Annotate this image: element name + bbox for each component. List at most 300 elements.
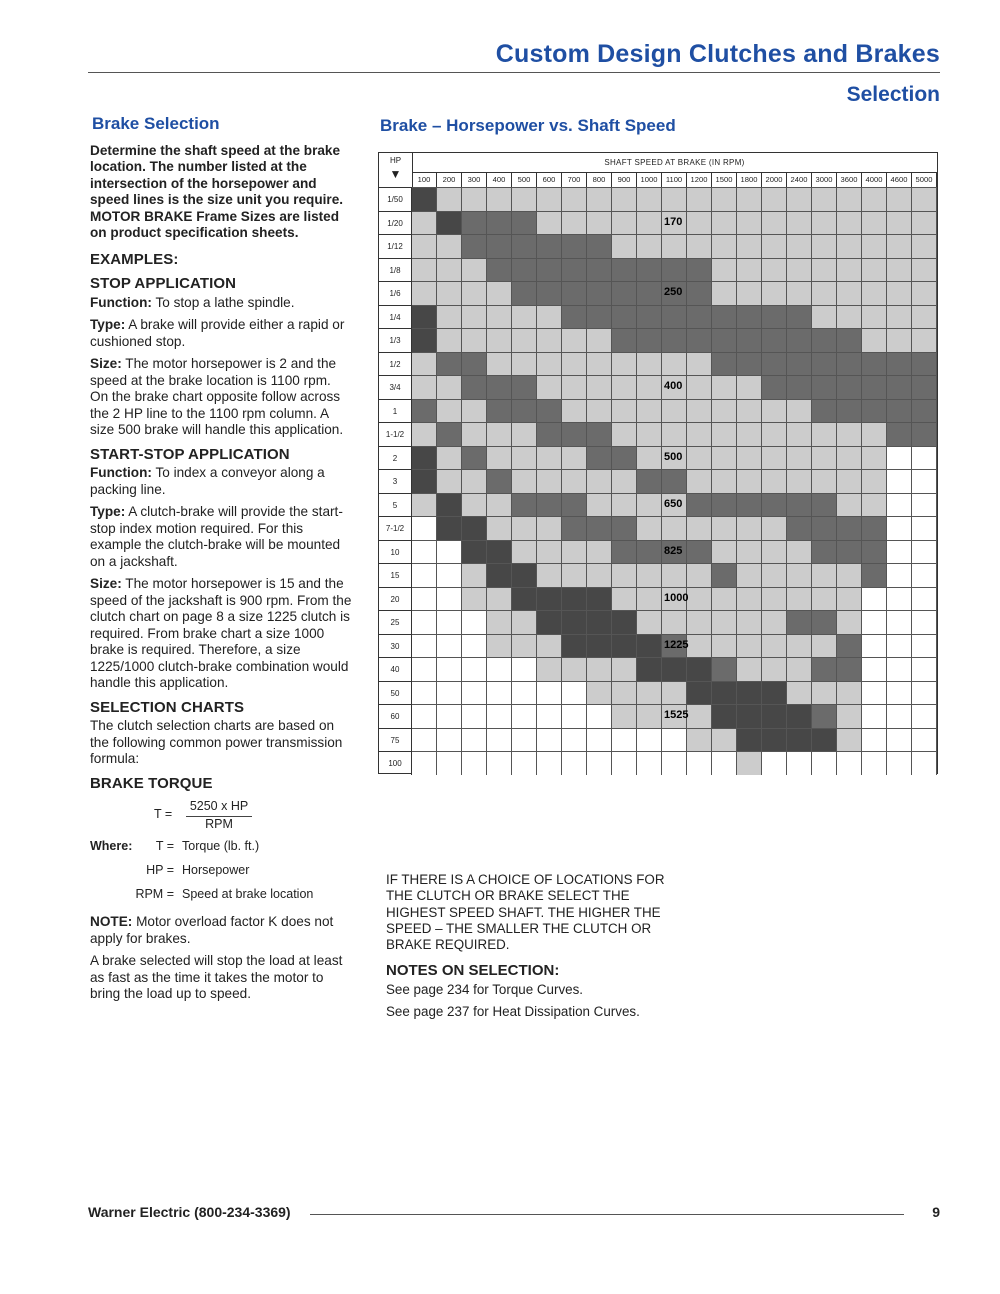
grid-cell [537, 258, 562, 282]
grid-cell [862, 446, 887, 470]
grid-cell [737, 375, 762, 399]
grid-cell [562, 610, 587, 634]
grid-cell [437, 634, 462, 658]
grid-cell [587, 375, 612, 399]
grid-cell [812, 610, 837, 634]
size-label: 825 [664, 544, 683, 557]
stop-size: Size: The motor horsepower is 2 and the speed at the brake location is 1100 rpm. On the brake chart opposite follow across the 2 HP line to the 1100 rpm column. A size 500 brake will handle this application. [90, 356, 344, 437]
grid-cell [487, 704, 512, 728]
grid-cell [687, 446, 712, 470]
grid-cell [712, 446, 737, 470]
grid-cell [762, 258, 787, 282]
grid-cell [887, 657, 912, 681]
stop-application-heading: STOP APPLICATION [90, 275, 237, 292]
grid-cell [837, 704, 862, 728]
grid-cell [862, 587, 887, 611]
grid-cell [437, 234, 462, 258]
size-label: 250 [664, 286, 683, 298]
row-header-hp: 50 [379, 681, 412, 705]
startstop-size: Size: The motor horsepower is 15 and the speed of the jackshaft is 900 rpm. From the clutch chart on page 8 a size 1225 clutch is required. From brake chart a size 1000 brake is required. Therefore, a size 1225/1000 clutch-brake combination would handle this application. [90, 576, 352, 690]
grid-cell [412, 258, 437, 282]
grid-cell [562, 328, 587, 352]
grid-cell [587, 493, 612, 517]
grid-cell [562, 187, 587, 211]
grid-cell [637, 234, 662, 258]
grid-cell [412, 657, 437, 681]
grid-cell [537, 281, 562, 305]
grid-cell [912, 610, 937, 634]
grid-cell [737, 211, 762, 235]
grid-cell [912, 258, 937, 282]
grid-cell [787, 634, 812, 658]
grid-cell [512, 187, 537, 211]
grid-cell [412, 516, 437, 540]
grid-cell [537, 328, 562, 352]
column-header-rpm: 5000 [912, 172, 937, 187]
grid-cell [512, 493, 537, 517]
grid-cell [687, 399, 712, 423]
grid-cell [812, 469, 837, 493]
grid-cell [862, 258, 887, 282]
size-label: 500 [664, 450, 683, 463]
column-header-rpm: 1500 [712, 172, 737, 187]
grid-cell [412, 281, 437, 305]
grid-cell [612, 281, 637, 305]
chart-title: Brake – Horsepower vs. Shaft Speed [380, 116, 676, 135]
grid-cell [637, 704, 662, 728]
grid-cell [912, 728, 937, 752]
grid-cell [837, 305, 862, 329]
grid-cell [637, 587, 662, 611]
grid-cell [412, 634, 437, 658]
grid-cell [462, 446, 487, 470]
grid-cell [837, 446, 862, 470]
grid-cell [437, 281, 462, 305]
hp-header-label: HP [389, 156, 402, 165]
grid-cell [462, 211, 487, 235]
size-label: 1525 [664, 709, 689, 721]
grid-cell [862, 211, 887, 235]
grid-cell [487, 540, 512, 564]
grid-cell [512, 634, 537, 658]
column-header-rpm: 900 [612, 172, 637, 187]
grid-cell [737, 704, 762, 728]
grid-cell [662, 469, 687, 493]
grid-cell [562, 493, 587, 517]
grid-cell [487, 281, 512, 305]
note-heat-dissipation: See page 237 for Heat Dissipation Curves. [386, 1004, 640, 1020]
grid-cell [437, 187, 462, 211]
grid-cell [737, 281, 762, 305]
grid-cell [887, 305, 912, 329]
grid-cell [737, 563, 762, 587]
size-label: 400 [664, 380, 683, 392]
grid-cell [662, 751, 687, 775]
grid-cell [812, 563, 837, 587]
grid-cell [587, 751, 612, 775]
def-desc: Speed at brake location [182, 887, 314, 901]
grid-cell [887, 281, 912, 305]
grid-cell [462, 328, 487, 352]
grid-cell [437, 211, 462, 235]
grid-cell [487, 305, 512, 329]
grid-cell [462, 469, 487, 493]
grid-cell [637, 634, 662, 658]
grid-cell [687, 634, 712, 658]
grid-cell [612, 704, 637, 728]
grid-cell [487, 399, 512, 423]
grid-cell [812, 493, 837, 517]
column-header-rpm: 1100 [662, 172, 687, 187]
row-header-hp: 5 [379, 493, 412, 517]
grid-cell [687, 352, 712, 376]
grid-cell [862, 187, 887, 211]
grid-cell [437, 422, 462, 446]
grid-cell [512, 681, 537, 705]
grid-cell [537, 563, 562, 587]
grid-cell [887, 187, 912, 211]
grid-cell [912, 563, 937, 587]
grid-cell [762, 305, 787, 329]
grid-cell [487, 446, 512, 470]
grid-cell [412, 211, 437, 235]
grid-cell [462, 704, 487, 728]
formula-lhs: T = [154, 807, 173, 821]
grid-cell [862, 516, 887, 540]
grid-cell [762, 563, 787, 587]
grid-cell [662, 610, 687, 634]
grid-cell [412, 587, 437, 611]
grid-cell [587, 211, 612, 235]
row-header-hp: 100 [379, 751, 412, 775]
grid-cell [812, 211, 837, 235]
start-stop-heading: START-STOP APPLICATION [90, 445, 290, 463]
grid-cell [687, 258, 712, 282]
grid-cell [687, 422, 712, 446]
grid-cell [912, 493, 937, 517]
column-header-rpm: 3600 [837, 172, 862, 187]
grid-cell [737, 328, 762, 352]
grid-cell [687, 234, 712, 258]
grid-cell [912, 281, 937, 305]
grid-cell [762, 681, 787, 705]
grid-cell [587, 563, 612, 587]
grid-cell [612, 681, 637, 705]
grid-cell [812, 657, 837, 681]
grid-cell [737, 493, 762, 517]
grid-cell [587, 187, 612, 211]
grid-cell [787, 728, 812, 752]
grid-cell [712, 610, 737, 634]
grid-cell [787, 751, 812, 775]
grid-cell [712, 352, 737, 376]
grid-cell [487, 469, 512, 493]
startstop-type: Type: A clutch-brake will provide the start-stop index motion required. For this example the clutch-brake will be mounted on a jackshaft. [90, 504, 343, 569]
grid-cell [587, 728, 612, 752]
grid-cell [787, 704, 812, 728]
grid-cell [537, 540, 562, 564]
grid-cell [787, 211, 812, 235]
grid-cell [662, 516, 687, 540]
torque-formula [90, 798, 352, 832]
grid-cell [812, 352, 837, 376]
grid-cell [787, 187, 812, 211]
grid-cell [687, 751, 712, 775]
grid-cell [662, 728, 687, 752]
grid-cell [537, 234, 562, 258]
grid-cell [437, 563, 462, 587]
startstop-function: Function: To index a conveyor along a packing line. [90, 465, 325, 497]
grid-cell [687, 540, 712, 564]
grid-cell [737, 587, 762, 611]
grid-cell [512, 610, 537, 634]
row-header-hp: 30 [379, 634, 412, 658]
grid-cell [462, 610, 487, 634]
grid-cell [712, 493, 737, 517]
grid-cell [737, 540, 762, 564]
grid-cell [862, 305, 887, 329]
grid-cell [562, 540, 587, 564]
brake-selection-chart [378, 152, 938, 774]
where-label: Where: [90, 839, 133, 853]
grid-cell [412, 728, 437, 752]
grid-cell [587, 422, 612, 446]
grid-cell [412, 563, 437, 587]
note-text: NOTE: Motor overload factor K does not apply for brakes. [90, 914, 334, 946]
grid-cell [837, 681, 862, 705]
grid-cell [462, 540, 487, 564]
grid-cell [887, 751, 912, 775]
grid-cell [737, 187, 762, 211]
grid-cell [712, 634, 737, 658]
grid-cell [787, 446, 812, 470]
grid-cell [462, 258, 487, 282]
grid-cell [862, 634, 887, 658]
grid-cell [787, 681, 812, 705]
grid-cell [462, 681, 487, 705]
column-header-rpm: 500 [512, 172, 537, 187]
grid-cell [762, 704, 787, 728]
stop-type: Type: A brake will provide either a rapid or cushioned stop. [90, 317, 345, 349]
row-header-hp: 1/6 [379, 281, 412, 305]
grid-cell [737, 446, 762, 470]
grid-cell [512, 234, 537, 258]
grid-cell [537, 704, 562, 728]
grid-cell [487, 328, 512, 352]
grid-cell [712, 399, 737, 423]
column-header-rpm: 1800 [737, 172, 762, 187]
grid-cell [487, 211, 512, 235]
row-header-hp: 15 [379, 563, 412, 587]
grid-cell [437, 540, 462, 564]
row-header-hp: 10 [379, 540, 412, 564]
grid-cell [612, 446, 637, 470]
row-header-hp: 75 [379, 728, 412, 752]
grid-cell [687, 281, 712, 305]
grid-cell [487, 728, 512, 752]
grid-cell [512, 422, 537, 446]
grid-cell [887, 540, 912, 564]
grid-cell [787, 493, 812, 517]
grid-cell [862, 234, 887, 258]
grid-cell [537, 587, 562, 611]
grid-cell [662, 234, 687, 258]
grid-cell [837, 187, 862, 211]
grid-cell [562, 422, 587, 446]
grid-cell [437, 657, 462, 681]
grid-cell [687, 493, 712, 517]
grid-cell [812, 540, 837, 564]
grid-cell [837, 587, 862, 611]
grid-cell [462, 187, 487, 211]
grid-cell [412, 234, 437, 258]
grid-cell [637, 610, 662, 634]
grid-cell [737, 681, 762, 705]
grid-cell [712, 258, 737, 282]
grid-cell [737, 234, 762, 258]
grid-cell [662, 305, 687, 329]
grid-cell [887, 610, 912, 634]
grid-cell [637, 328, 662, 352]
column-header-rpm: 2400 [787, 172, 812, 187]
column-header-rpm: 600 [537, 172, 562, 187]
grid-cell [812, 399, 837, 423]
grid-cell [612, 634, 637, 658]
grid-cell [437, 704, 462, 728]
grid-cell [437, 375, 462, 399]
grid-cell [637, 493, 662, 517]
grid-cell [887, 704, 912, 728]
left-column [90, 116, 352, 1009]
grid-cell [687, 587, 712, 611]
grid-cell [662, 563, 687, 587]
grid-cell [762, 234, 787, 258]
grid-cell [712, 422, 737, 446]
grid-cell [837, 422, 862, 446]
grid-cell [537, 728, 562, 752]
row-header-hp: 1/12 [379, 234, 412, 258]
grid-cell [637, 352, 662, 376]
grid-cell [687, 211, 712, 235]
notes-section [386, 872, 676, 1026]
footer-rule [310, 1214, 904, 1215]
grid-cell [512, 399, 537, 423]
grid-cell [562, 234, 587, 258]
grid-cell [637, 751, 662, 775]
grid-cell [712, 328, 737, 352]
grid-cell [487, 187, 512, 211]
grid-cell [812, 446, 837, 470]
grid-cell [887, 587, 912, 611]
grid-cell [562, 446, 587, 470]
grid-cell [887, 211, 912, 235]
grid-cell [812, 375, 837, 399]
size-label: 170 [664, 215, 683, 228]
grid-cell [637, 563, 662, 587]
grid-cell [862, 610, 887, 634]
grid-cell [887, 258, 912, 282]
grid-cell [612, 469, 637, 493]
grid-cell [612, 399, 637, 423]
grid-cell [712, 516, 737, 540]
grid-cell [662, 422, 687, 446]
column-header-rpm: 400 [487, 172, 512, 187]
grid-cell [887, 681, 912, 705]
grid-cell [462, 728, 487, 752]
grid-cell [687, 657, 712, 681]
grid-cell [412, 540, 437, 564]
grid-cell [612, 211, 637, 235]
grid-cell [737, 728, 762, 752]
grid-cell [462, 493, 487, 517]
grid-cell [862, 399, 887, 423]
grid-cell [887, 493, 912, 517]
grid-cell [637, 399, 662, 423]
grid-cell [862, 540, 887, 564]
hp-header [379, 153, 413, 187]
grid-cell [637, 422, 662, 446]
grid-cell [537, 352, 562, 376]
grid-cell [512, 704, 537, 728]
grid-cell [412, 704, 437, 728]
row-header-hp: 7-1/2 [379, 516, 412, 540]
grid-cell [537, 634, 562, 658]
grid-cell [637, 446, 662, 470]
grid-cell [512, 446, 537, 470]
grid-cell [762, 516, 787, 540]
grid-cell [412, 187, 437, 211]
grid-cell [537, 375, 562, 399]
grid-cell [537, 610, 562, 634]
grid-cell [887, 328, 912, 352]
grid-cell [612, 352, 637, 376]
grid-cell [762, 446, 787, 470]
grid-cell [912, 375, 937, 399]
grid-cell [837, 281, 862, 305]
formula-numerator: 5250 x HP [186, 798, 252, 817]
grid-cell [787, 610, 812, 634]
grid-cell [662, 328, 687, 352]
grid-cell [637, 728, 662, 752]
grid-cell [737, 422, 762, 446]
grid-cell [737, 751, 762, 775]
grid-cell [612, 587, 637, 611]
column-header-rpm: 200 [437, 172, 462, 187]
grid-cell [837, 563, 862, 587]
grid-cell [712, 375, 737, 399]
grid-cell [762, 422, 787, 446]
grid-cell [637, 187, 662, 211]
grid-cell [537, 399, 562, 423]
grid-cell [487, 563, 512, 587]
row-header-hp: 40 [379, 657, 412, 681]
grid-cell [587, 610, 612, 634]
grid-cell [862, 422, 887, 446]
grid-cell [512, 352, 537, 376]
grid-cell [637, 681, 662, 705]
grid-cell [587, 469, 612, 493]
grid-cell [837, 610, 862, 634]
grid-cell [637, 258, 662, 282]
grid-cell [512, 563, 537, 587]
grid-cell [812, 751, 837, 775]
grid-cell [912, 211, 937, 235]
grid-cell [562, 634, 587, 658]
grid-cell [587, 704, 612, 728]
grid-cell [462, 281, 487, 305]
selection-text: The clutch selection charts are based on the following common power transmission formula: [90, 718, 343, 766]
grid-cell [762, 634, 787, 658]
